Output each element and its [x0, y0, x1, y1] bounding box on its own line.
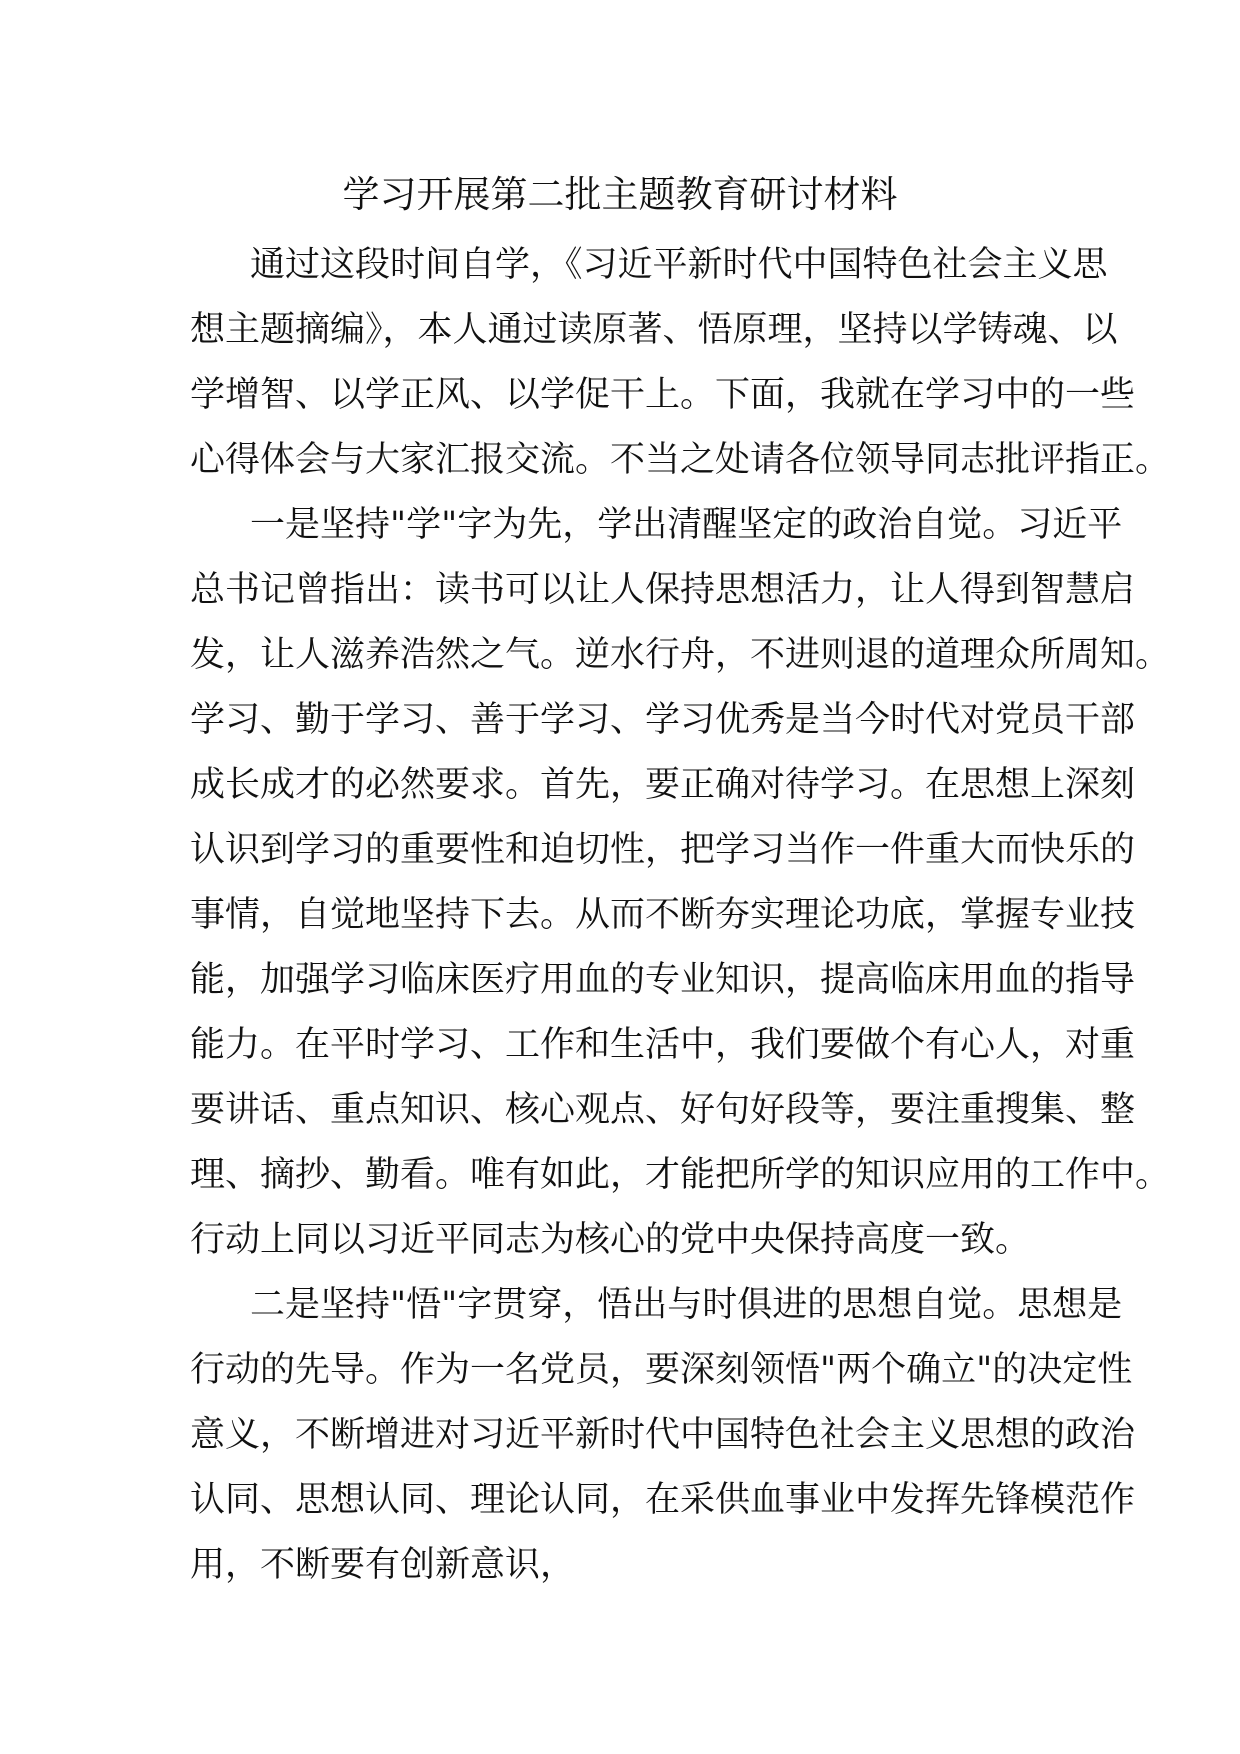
text-line: 事情，自觉地坚持下去。从而不断夯实理论功底，掌握专业技: [190, 895, 1136, 935]
text-line: 学增智、以学正风、以学促干上。下面，我就在学习中的一些: [190, 375, 1136, 415]
text-line: 通过这段时间自学，《习近平新时代中国特色社会主义思: [250, 245, 1108, 285]
text-line: 学习、勤于学习、善于学习、学习优秀是当今时代对党员干部: [190, 700, 1136, 740]
text-line: 能，加强学习临床医疗用血的专业知识，提高临床用血的指导: [190, 960, 1136, 1000]
text-line: 认同、思想认同、理论认同，在采供血事业中发挥先锋模范作: [190, 1480, 1136, 1520]
text-line: 意义，不断增进对习近平新时代中国特色社会主义思想的政治: [190, 1415, 1136, 1455]
text-line: 要讲话、重点知识、核心观点、好句好段等，要注重搜集、整: [190, 1090, 1136, 1130]
text-line: 一是坚持"学"字为先，学出清醒坚定的政治自觉。习近平: [250, 505, 1123, 545]
text-line: 发，让人滋养浩然之气。逆水行舟，不进则退的道理众所周知。: [190, 635, 1171, 675]
text-line: 行动的先导。作为一名党员，要深刻领悟"两个确立"的决定性: [190, 1350, 1133, 1390]
text-line: 能力。在平时学习、工作和生活中，我们要做个有心人，对重: [190, 1025, 1136, 1065]
text-line: 成长成才的必然要求。首先，要正确对待学习。在思想上深刻: [190, 765, 1136, 805]
text-line: 认识到学习的重要性和迫切性，把学习当作一件重大而快乐的: [190, 830, 1136, 870]
text-line: 心得体会与大家汇报交流。不当之处请各位领导同志批评指正。: [190, 440, 1171, 480]
text-line: 二是坚持"悟"字贯穿，悟出与时俱进的思想自觉。思想是: [250, 1285, 1123, 1325]
text-line: 理、摘抄、勤看。唯有如此，才能把所学的知识应用的工作中。: [190, 1155, 1171, 1195]
text-line: 总书记曾指出：读书可以让人保持思想活力，让人得到智慧启: [190, 570, 1136, 610]
text-line: 行动上同以习近平同志为核心的党中央保持高度一致。: [190, 1220, 1031, 1260]
document-title: 学习开展第二批主题教育研讨材料: [342, 173, 898, 216]
text-line: 想主题摘编》，本人通过读原著、悟原理，坚持以学铸魂、以: [190, 310, 1118, 350]
text-line: 用，不断要有创新意识，: [190, 1545, 576, 1585]
